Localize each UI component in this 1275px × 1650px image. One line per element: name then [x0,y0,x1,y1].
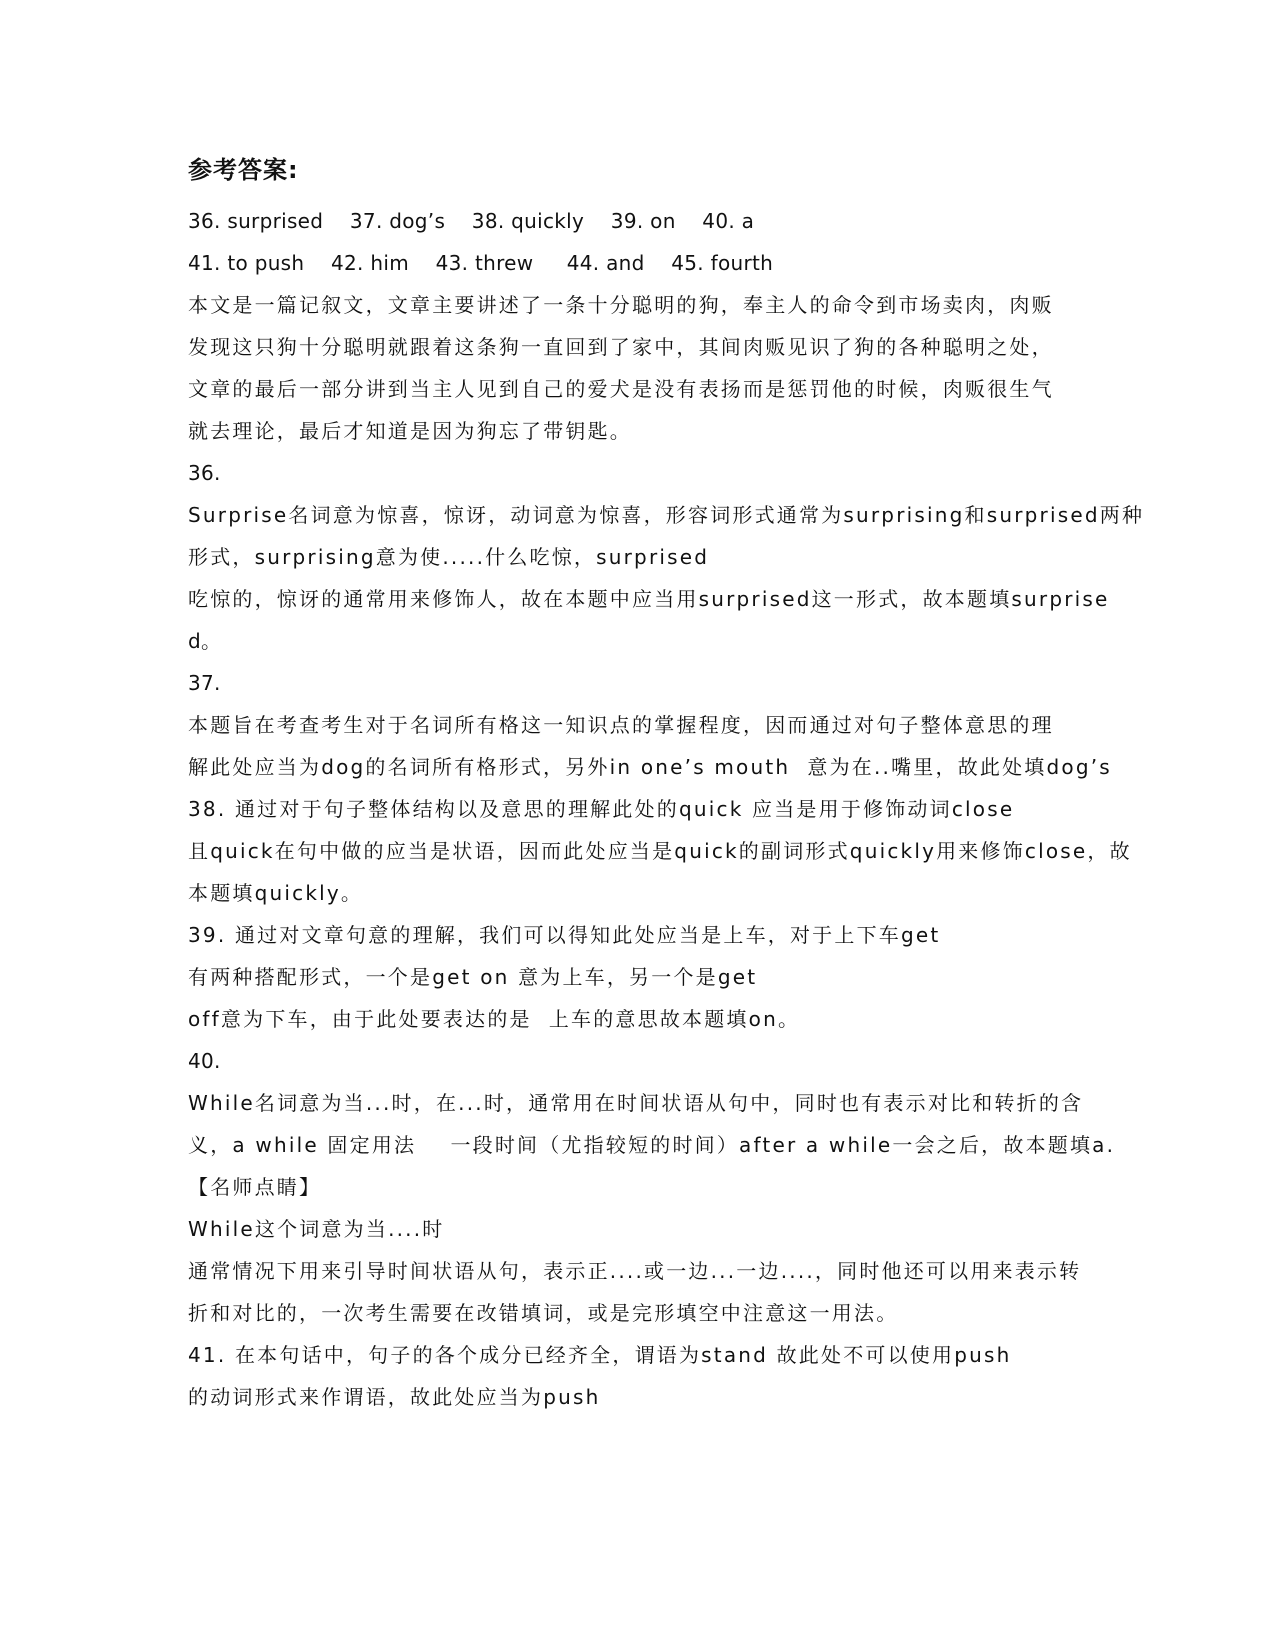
summary-line-3: 文章的最后一部分讲到当主人见到自己的爱犬是没有表扬而是惩罚他的时候，肉贩很生气 [188,377,1054,401]
explanation-36-line-2: 形式，surprising意为使.....什么吃惊，surprised [188,545,710,569]
explanation-37-line-2: 解此处应当为dog的名词所有格形式，另外in one’s mouth 意为在..嘴里，故此处填dog’s [188,755,1112,779]
teacher-tip-line-3: 折和对比的，一次考生需要在改错填词，或是完形填空中注意这一用法。 [188,1301,899,1325]
explanation-39-line-1: 39. 通过对文章句意的理解，我们可以得知此处应当是上车，对于上下车get [188,923,941,947]
explanation-41-line-1: 41. 在本句话中，句子的各个成分已经齐全，谓语为stand 故此处不可以使用push [188,1343,1012,1367]
teacher-tip-heading: 【名师点睛】 [188,1175,322,1199]
explanation-37-line-1: 本题旨在考查考生对于名词所有格这一知识点的掌握程度，因而通过对句子整体意思的理 [188,713,1054,737]
explanation-38-line-2: 且quick在句中做的应当是状语，因而此处应当是quick的副词形式quickly用来修饰close，故 [188,839,1132,863]
answer-heading: 参考答案: [188,156,299,184]
explanation-40-line-1: While名词意为当...时，在...时，通常用在时间状语从句中，同时也有表示对比和转折的含 [188,1091,1084,1115]
explanation-38-line-1: 38. 通过对于句子整体结构以及意思的理解此处的quick 应当是用于修饰动词close [188,797,1015,821]
item-number-37: 37. [188,671,221,695]
answers-row-2: 41. to push 42. him 43. threw 44. and 45. fourth [188,251,774,275]
explanation-39-line-3: off意为下车，由于此处要表达的是 上车的意思故本题填on。 [188,1007,801,1031]
teacher-tip-line-1: While这个词意为当....时 [188,1217,445,1241]
item-number-36: 36. [188,461,221,485]
answers-row-1: 36. surprised 37. dog’s 38. quickly 39. on 40. a [188,209,755,233]
teacher-tip-line-2: 通常情况下用来引导时间状语从句，表示正....或一边...一边....，同时他还可以用来表示转 [188,1259,1082,1283]
summary-line-1: 本文是一篇记叙文，文章主要讲述了一条十分聪明的狗，奉主人的命令到市场卖肉，肉贩 [188,293,1054,317]
summary-line-2: 发现这只狗十分聪明就跟着这条狗一直回到了家中，其间肉贩见识了狗的各种聪明之处， [188,335,1054,359]
explanation-36-line-4: d。 [188,629,222,653]
item-number-40: 40. [188,1049,221,1073]
explanation-36-line-1: Surprise名词意为惊喜，惊讶，动词意为惊喜，形容词形式通常为surprising和surprised两种 [188,503,1145,527]
explanation-40-line-2: 义，a while 固定用法 一段时间（尤指较短的时间）after a while一会之后，故本题填a. [188,1133,1116,1157]
explanation-39-line-2: 有两种搭配形式，一个是get on 意为上车，另一个是get [188,965,758,989]
explanation-41-line-2: 的动词形式来作谓语，故此处应当为push [188,1385,601,1409]
explanation-36-line-3: 吃惊的，惊讶的通常用来修饰人，故在本题中应当用surprised这一形式，故本题填surprise [188,587,1110,611]
explanation-38-line-3: 本题填quickly。 [188,881,364,905]
summary-line-4: 就去理论，最后才知道是因为狗忘了带钥匙。 [188,419,632,443]
